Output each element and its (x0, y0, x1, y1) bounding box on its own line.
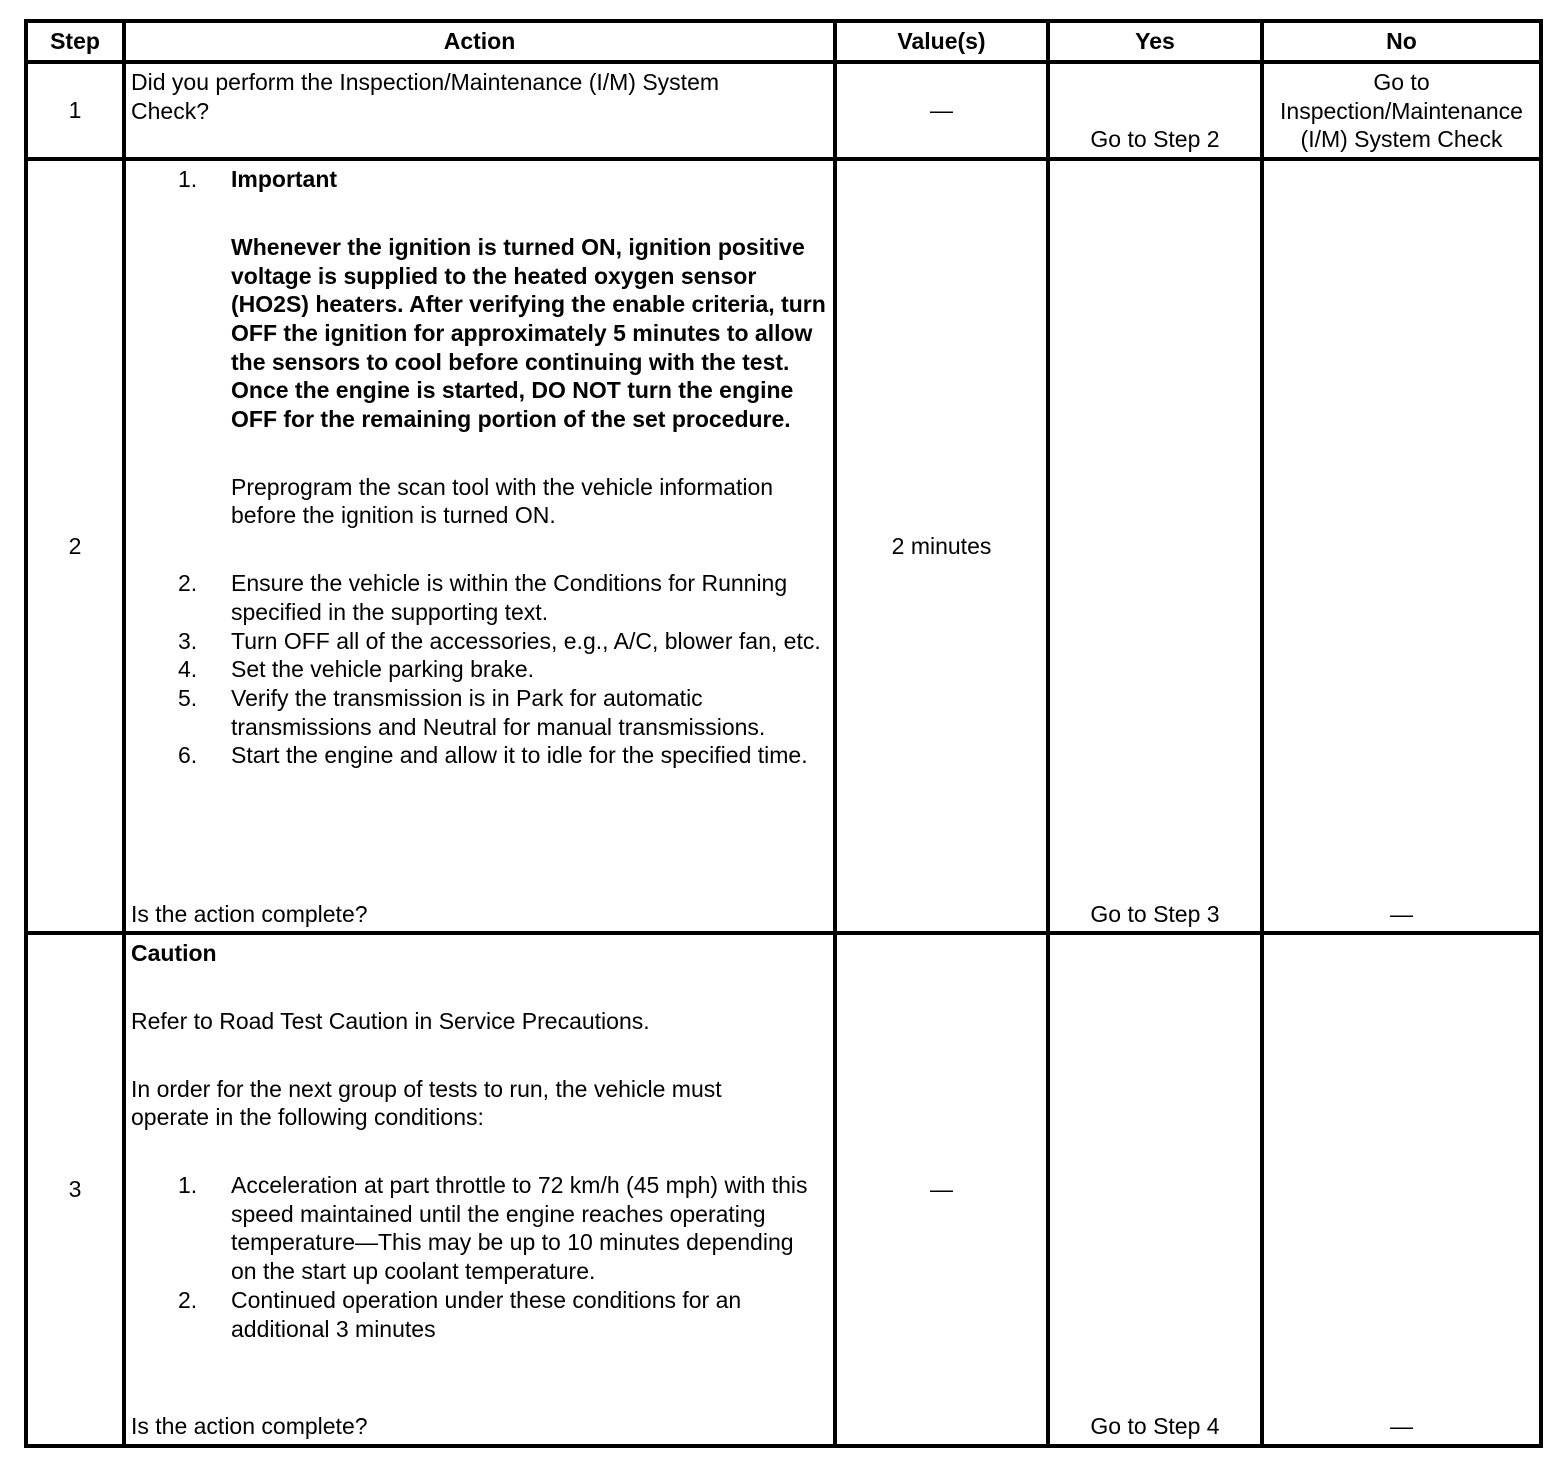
action-cell (124, 933, 835, 1446)
action-cell (124, 159, 835, 933)
value-cell: — (835, 62, 1048, 159)
item-number: 1. (178, 1172, 198, 1199)
important-note: Preprogram the scan tool with the vehicle information before the ignition is turned ON. (231, 473, 774, 529)
action-list (131, 1171, 827, 1343)
action-text: Did you perform the Inspection/Maintenance (I/M) System Check? (131, 69, 720, 124)
yes-link[interactable]: Go to Step 2 (1048, 62, 1262, 159)
value-cell: 2 minutes (835, 159, 1048, 933)
list-item (131, 569, 827, 626)
item-text: Set the vehicle parking brake. (231, 656, 535, 683)
list-item (131, 1286, 827, 1343)
yes-link[interactable]: Go to Step 3 (1048, 159, 1262, 933)
action-question: Is the action complete? (131, 1413, 368, 1440)
table-row (26, 159, 1541, 933)
yes-link[interactable]: Go to Step 4 (1048, 933, 1262, 1446)
list-item (131, 655, 827, 684)
no-value: — (1262, 933, 1541, 1446)
conditions-intro: In order for the next group of tests to run, the vehicle must operate in the following conditions: (131, 1075, 722, 1131)
item-text: Verify the transmission is in Park for automatic transmissions and Neutral for manual transmissions. (231, 684, 766, 740)
caution-title: Caution (131, 940, 217, 967)
header-step: Step (26, 21, 124, 62)
item-text: Continued operation under these conditions for an additional 3 minutes (231, 1286, 742, 1342)
list-item (131, 684, 827, 741)
action-list (131, 165, 827, 770)
important-title: Important (231, 166, 338, 193)
header-yes: Yes (1048, 21, 1262, 62)
item-number: 4. (178, 656, 198, 683)
value-cell: — (835, 933, 1048, 1446)
item-text: Turn OFF all of the accessories, e.g., A/C, blower fan, etc. (231, 627, 821, 654)
list-item (131, 627, 827, 656)
list-item (131, 741, 827, 770)
step-number: 1 (26, 62, 124, 159)
important-text: Whenever the ignition is turned ON, ignition positive voltage is supplied to the heated oxygen sensor (HO2S) heaters. After verifying the enable criteria, turn OFF the ignition for approximately 5 minutes to allow the sensors to cool before continuing with the test. Once the engine is started, DO NOT turn the engine OFF for the remaining portion of the set procedure. (231, 233, 826, 433)
item-number: 2. (178, 1286, 198, 1313)
item-number: 5. (178, 684, 198, 711)
item-number: 6. (178, 742, 198, 769)
diagnostic-table (24, 19, 1543, 1448)
item-text: Ensure the vehicle is within the Conditions for Running specified in the supporting text. (231, 570, 788, 625)
no-value: — (1262, 159, 1541, 933)
item-number: 1. (178, 166, 198, 193)
table-row (26, 62, 1541, 159)
header-values: Value(s) (835, 21, 1048, 62)
action-question: Is the action complete? (131, 900, 368, 927)
list-item (131, 165, 827, 569)
table-row (26, 933, 1541, 1446)
item-text: Acceleration at part throttle to 72 km/h (45 mph) with this speed maintained until the engine reaches operating temperature—This may be up to 10 minutes depending on the start up coolant temperature. (231, 1172, 808, 1285)
item-text: Start the engine and allow it to idle for the specified time. (231, 742, 808, 769)
header-row (26, 21, 1541, 62)
no-link[interactable] (1262, 62, 1541, 159)
step-number: 3 (26, 933, 124, 1446)
no-link-text: Go to Inspection/Maintenance (I/M) System Check (1280, 69, 1523, 153)
list-item (131, 1171, 827, 1286)
item-number: 2. (178, 570, 198, 597)
step-number: 2 (26, 159, 124, 933)
caution-text: Refer to Road Test Caution in Service Precautions. (131, 1007, 650, 1034)
header-no: No (1262, 21, 1541, 62)
header-action: Action (124, 21, 835, 62)
item-number: 3. (178, 627, 198, 654)
action-cell (124, 62, 835, 159)
